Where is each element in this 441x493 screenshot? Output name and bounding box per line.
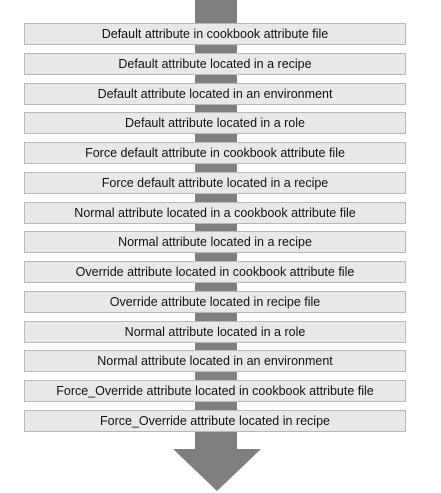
step-box-6: Force default attribute located in a recipe [24, 172, 406, 194]
step-box-12: Normal attribute located in an environment [24, 350, 406, 372]
precedence-list [24, 23, 406, 440]
step-box-11: Normal attribute located in a role [24, 321, 406, 343]
step-box-8: Normal attribute located in a recipe [24, 231, 406, 253]
step-box-7: Normal attribute located in a cookbook attribute file [24, 202, 406, 224]
step-box-2: Default attribute located in a recipe [24, 53, 406, 75]
down-arrow-icon [173, 449, 261, 491]
step-box-13: Force_Override attribute located in cookbook attribute file [24, 380, 406, 402]
step-box-4: Default attribute located in a role [24, 112, 406, 134]
step-box-5: Force default attribute in cookbook attribute file [24, 142, 406, 164]
step-box-14: Force_Override attribute located in recipe [24, 410, 406, 432]
step-box-3: Default attribute located in an environment [24, 83, 406, 105]
step-box-1: Default attribute in cookbook attribute file [24, 23, 406, 45]
step-box-10: Override attribute located in recipe file [24, 291, 406, 313]
step-box-9: Override attribute located in cookbook attribute file [24, 261, 406, 283]
